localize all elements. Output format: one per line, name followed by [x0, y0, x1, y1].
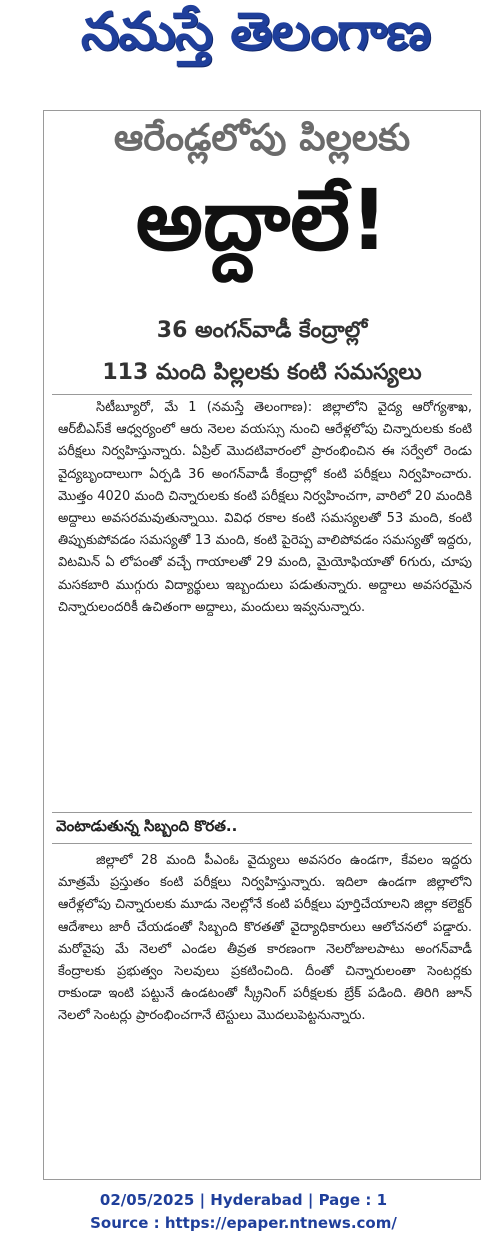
divider — [52, 394, 472, 395]
newspaper-logo: నమస్తే తెలంగాణ — [80, 2, 431, 62]
divider — [52, 812, 472, 813]
section-heading: వెంటాడుతున్న సిబ్బంది కొరత.. — [56, 817, 238, 835]
article-subhead: 36 అంగన్‌వాడీ కేంద్రాల్లో — [156, 318, 368, 343]
article-subhead: 113 మంది పిల్లలకు కంటి సమస్యలు — [102, 360, 422, 385]
article-kicker: ఆరేండ్లలోపు పిల్లలకు — [113, 116, 411, 159]
article-paragraph: జిల్లాలో 28 మంది పీఎంఓ వైద్యులు అవసరం ఉండగా, కేవలం ఇద్దరు మాత్రమే ప్రస్తుతం కంటి పరీక్షలు నిర్వహిస్తున్నారు. ఇదిలా ఉండగా జిల్లాలోని ఆరేళ్లలోపు చిన్నారులకు మూడు నెలల్లోనే కంటి పరీక్షలు పూర్తిచేయాలని జిల్లా కలెక్టర్ ఆదేశాలు జారీ చేయడంతో సిబ్బంది కొరతతో వైద్యాధికారులు ఆలోచనలో పడ్డారు. మరోవైపు మే నెలలో ఎండల తీవ్రత కారణంగా నెలరోజులపాటు అంగన్‌వాడీ కేంద్రాలకు ప్రభుత్వం సెలవులు ప్రకటించింది. దీంతో చిన్నారులంతా సెంటర్లకు రాకుండా ఇంటి పట్టునే ఉండటంతో స్క్రీనింగ్ పరీక్షలకు బ్రేక్ పడింది. తిరిగి జూన్ నెలలో సెంటర్లు ప్రారంభించగానే టెస్టులు మొదలుపెట్టనున్నారు. — [58, 853, 472, 1024]
article-headline: అద్దాలే! — [135, 171, 389, 269]
divider — [52, 843, 472, 844]
source-link[interactable]: Source : https://epaper.ntnews.com/ — [90, 1214, 397, 1232]
article-paragraph: సిటీబ్యూరో, మే 1 (నమస్తే తెలంగాణ): జిల్లాలోని వైద్య ఆరోగ్యశాఖ, ఆర్‌బీఎస్‌కే ఆధ్వర్యంలో ఆరు నెలల వయస్సు నుంచి ఆరేళ్లలోపు చిన్నారులకు కంటి పరీక్షలు నిర్వహిస్తున్నారు. ఏప్రిల్ మొదటివారంలో ప్రారంభించిన ఈ సర్వేలో రెండు వైద్యబృందాలుగా ఏర్పడి 36 అంగన్‌వాడీ కేంద్రాల్లో కంటి పరీక్షలు నిర్వహించారు. మొత్తం 4020 మంది చిన్నారులకు కంటి పరీక్షలు నిర్వహించగా, వారిలో 20 మందికి అద్దాలు అవసరమవుతున్నాయి. వివిధ రకాల కంటి సమస్యలతో 53 మంది, కంటి తిప్పుకుపోవడం సమస్యతో 13 మంది, కంటి పైరెప్ప వాలిపోవడం సమస్యతో ఇద్దరు, విటమిన్ ఏ లోపంతో వచ్చే గాయాలతో 29 మంది, మైయోఫియాతో 6గురు, చూపు మసకబారి ముగ్గురు విద్యార్థులు ఇబ్బందులు పడుతున్నారు. అద్దాలు అవసరమైన చిన్నారులందరికీ ఉచితంగా అద్దాలు, మందులు ఇవ్వనున్నారు. — [58, 400, 472, 615]
edition-info: 02/05/2025 | Hyderabad | Page : 1 — [99, 1191, 388, 1209]
masthead — [0, 0, 487, 78]
